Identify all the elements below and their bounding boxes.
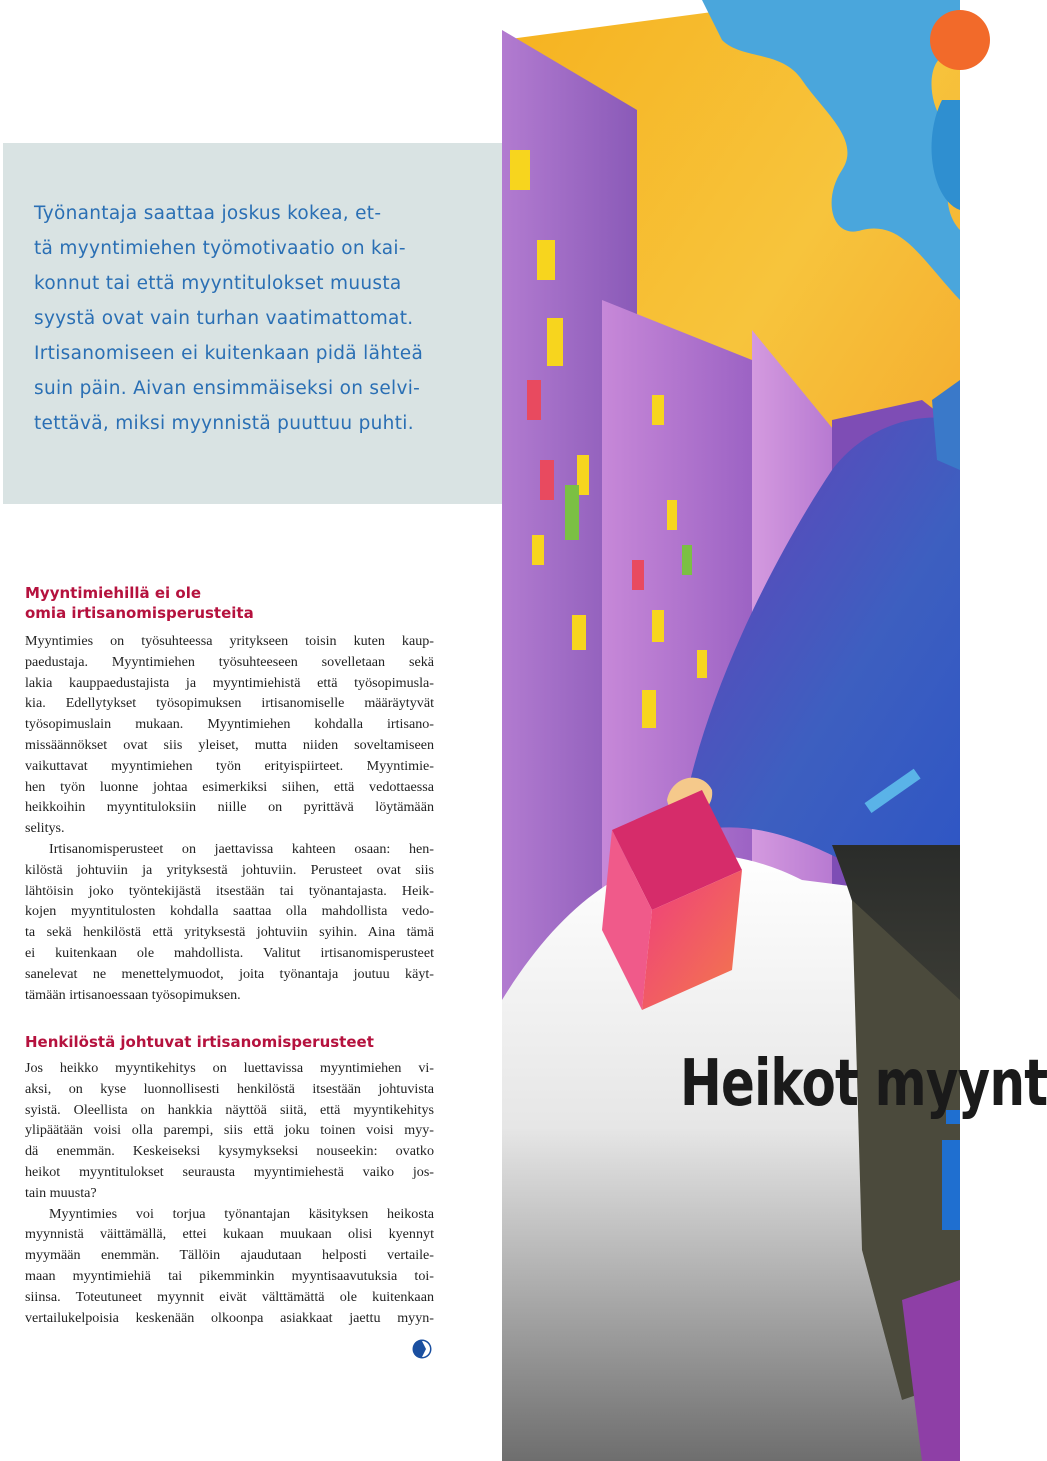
body-line: Jos heikko myyntikehitys on luettavissa myyntimiehen vi-	[25, 1060, 434, 1076]
intro-line: Työnantaja saattaa joskus kokea, et-	[34, 203, 382, 224]
body-line: maan myyntimiehiä tai pikemminkin myyntisaavutuksia toi-	[25, 1267, 434, 1284]
body-line: aksi, on kyse luonnollisesti henkilöstä itsestään johtuvista	[25, 1080, 434, 1097]
body-line: hen työn luonne johtaa esimerkiksi siihen, että vedottaessa	[25, 778, 434, 795]
heading-line: omia irtisanomisperusteita	[25, 604, 254, 622]
body-line: lakia kauppaedustajista ja myyntimiehistä että työsopimusla-	[25, 674, 434, 691]
body-line: kojen myyntitulosten kohdalla saattaa olla mahdollista vedo-	[25, 903, 434, 920]
body-line: paedustaja. Myyntimiehen työsuhteeseen sovelletaan sekä	[25, 653, 434, 670]
body-line: missäännökset ovat siis yleiset, mutta niiden soveltamiseen	[25, 736, 434, 753]
city-illustration	[502, 0, 960, 1461]
body-line: Irtisanomisperusteet on jaettavissa kahteen osaan: hen-	[49, 840, 434, 857]
section2-heading	[25, 1032, 374, 1052]
illustration-title: Heikot myynt	[680, 1047, 1047, 1121]
intro-text	[34, 196, 424, 441]
intro-line: konnut tai että myyntitulokset muusta	[34, 273, 402, 294]
body-line: tain muusta?	[25, 1184, 97, 1201]
body-line: tämään irtisanoessaan työsopimuksen.	[25, 986, 241, 1003]
body-line: kia. Edellytykset työsopimuksen irtisanomiselle määräytyvät	[25, 695, 434, 712]
body-line: heikkoihin myyntituloksiin niille on pyrittävä löytämään	[25, 799, 434, 816]
intro-line: tettävä, miksi myynnistä puuttuu puhti.	[34, 413, 414, 434]
intro-line: suin päin. Aivan ensimmäiseksi on selvi-	[34, 378, 421, 399]
body-line: Myyntimies voi torjua työnantajan käsityksen heikosta	[49, 1205, 434, 1222]
body-line: dä enemmän. Keskeiseksi kysymykseksi nouseekin: ovatko	[25, 1143, 434, 1160]
body-line: sanelevat ne menettelymuodot, joita työnantaja joutuu käyt-	[25, 965, 434, 982]
body-line: vaikuttavat myyntimiehen työn erityispiirteet. Myyntimie-	[25, 757, 434, 774]
body-line: Myyntimies on työsuhteessa yritykseen toisin kuten kaup-	[25, 633, 434, 649]
body-line: ta sekä henkilöstä että yrityksestä johtuviin syihin. Aina tämä	[25, 924, 434, 941]
heading-line: Myyntimiehillä ei ole	[25, 584, 202, 602]
intro-line: syystä ovat vain turhan vaatimattomat.	[34, 308, 414, 329]
section1-body	[25, 631, 434, 1005]
body-line: lähtöisin joko työntekijästä itsestään tai työnantajasta. Heik-	[25, 882, 434, 899]
body-line: työsopimuslain mukaan. Myyntimiehen kohdalla irtisano-	[25, 716, 434, 733]
body-line: siinsa. Toteutuneet myynnit eivät välttämättä ole kuitenkaan	[25, 1288, 434, 1305]
body-line: myymään enemmän. Tällöin ajaudutaan helposti vertaile-	[25, 1247, 434, 1264]
section2-body	[25, 1058, 434, 1328]
intro-line: tä myyntimiehen työmotivaatio on kai-	[34, 238, 406, 259]
body-line: kilöstä johtuviin ja yrityksestä johtuviin. Perusteet ovat siis	[25, 861, 434, 878]
body-line: selitys.	[25, 820, 65, 837]
body-line: syistä. Oleellista on hankkia näyttöä siitä, että myyntikehitys	[25, 1101, 434, 1118]
continue-icon	[411, 1338, 433, 1360]
heading-line: Henkilöstä johtuvat irtisanomisperusteet	[25, 1033, 374, 1051]
body-line: ylipäätään voisi olla parempi, siis että joku toinen voisi myy-	[25, 1122, 434, 1139]
intro-line: Irtisanomiseen ei kuitenkaan pidä lähteä	[34, 343, 424, 364]
section1-heading	[25, 583, 254, 623]
body-line: ei kuitenkaan ole mahdollista. Valitut irtisanomisperusteet	[25, 944, 434, 961]
body-line: myynnistä väittämällä, ettei kukaan muukaan olisi kyennyt	[25, 1226, 434, 1243]
body-line: vertailukelpoisia keskenään olkoonpa asiakkaat jaettu myyn-	[25, 1309, 434, 1326]
body-line: heikot myyntitulokset seurausta myyntimiehestä vaiko jos-	[25, 1163, 434, 1180]
